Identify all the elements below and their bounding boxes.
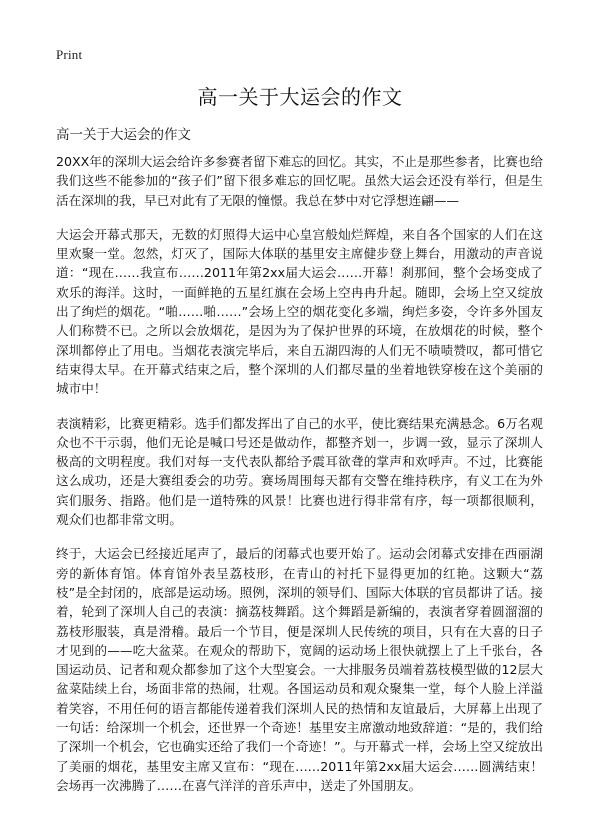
paragraph-intro: 20XX年的深圳大运会给许多参赛者留下难忘的回忆。其实，不止是那些参者，比赛也给我们这些不能参加的“孩子们”留下很多难忘的回忆呢。虽然大运会还没有举行，但是生活在深圳的我，早已对此有了无限的憧憬。我总在梦中对它浮想连翩—— — [56, 154, 543, 208]
document-subtitle: 高一关于大运会的作文 — [56, 127, 191, 143]
document-title: 高一关于大运会的作文 — [197, 85, 403, 109]
print-link[interactable]: Print — [56, 47, 83, 62]
paragraph-competition: 表演精彩，比赛更精彩。选手们都发挥出了自己的水平，使比赛结果充满悬念。6万名观众也不干示弱，他们无论是喊口号还是做动作，都整齐划一，步调一致，显示了深圳人极高的文明程度。我们对每一支代表队都给予震耳欲聋的掌声和欢呼声。不过，比赛能这么成功，还是大赛组委会的功劳。赛场周围每天都有交警在维持秩序，有义工在为外宾们服务、指路。他们是一道特殊的风景！比赛也进行得非常有序，每一项都很顺利，观众们也都非常文明。 — [56, 415, 543, 528]
article-body — [56, 152, 543, 810]
paragraph-closing-ceremony: 终于，大运会已经接近尾声了，最后的闭幕式也要开始了。运动会闭幕式安排在西丽湖旁的新体育馆。体育馆外表呈荔枝形，在青山的衬托下显得更加的红艳。这颗大“荔枝”是全封闭的，底部是运动场。照例，深圳的领导们、国际大体联的官员都讲了话。接着，轮到了深圳人自己的表演：摘荔枝舞蹈。这个舞蹈是新编的，表演者穿着圆溜溜的荔枝形服装，真是滑稽。最后一个节目，便是深圳人民传统的项目，只有在大喜的日子才见到的——吃大盆菜。在观众的帮助下，宽阔的运动场上很快就摆上了上千张台，各国运动员、记者和观众都参加了这个大型宴会。一大排服务员端着荔枝模型做的12层大盆菜陆续上台，场面非常的热闹，壮观。各国运动员和观众聚集一堂，每个人脸上洋溢着笑容，不用任何的语言都能传递着我们深圳人民的热情和友谊最后，大屏幕上出现了一句话：给深圳一个机会，还世界一个奇迹！基里安主席激动地致辞道：“是的，我们给了深圳一个机会，它也确实还给了我们一个奇迹！”。与开幕式一样，会场上空又绽放出了美丽的烟花，基里安主席又宣布：“现在……2011年第2xx届大运会……圆满结束！会场再一次沸腾了……在喜气洋洋的音乐声中，送走了外国朋友。 — [56, 546, 543, 793]
paragraph-opening-ceremony: 大运会开幕式那天，无数的灯照得大运中心皇宫般灿烂辉煌，来自各个国家的人们在这里欢聚一堂。忽然，灯灭了，国际大体联的基里安主席健步登上舞台，用激动的声音说道：“现在……我宣布……2011年第2xx届大运会……开幕！刹那间，整个会场变成了欢乐的海洋。这时，一面鲜艳的五星红旗在会场上空冉冉升起。随即，会场上空又绽放出了绚烂的烟花。“啪……啪……”会场上空的烟花变化多端，绚烂多姿，令许多外国友人们称赞不已。之所以会放烟花，是因为为了保护世界的环境，在放烟花的时候，整个深圳都停止了用电。当烟花表演完毕后，来自五湖四海的人们无不啧啧赞叹，都可惜它结束得太早。在开幕式结束之后，整个深圳的人们都尽量的坐着地铁穿梭在这个美丽的城市中！ — [56, 226, 543, 397]
